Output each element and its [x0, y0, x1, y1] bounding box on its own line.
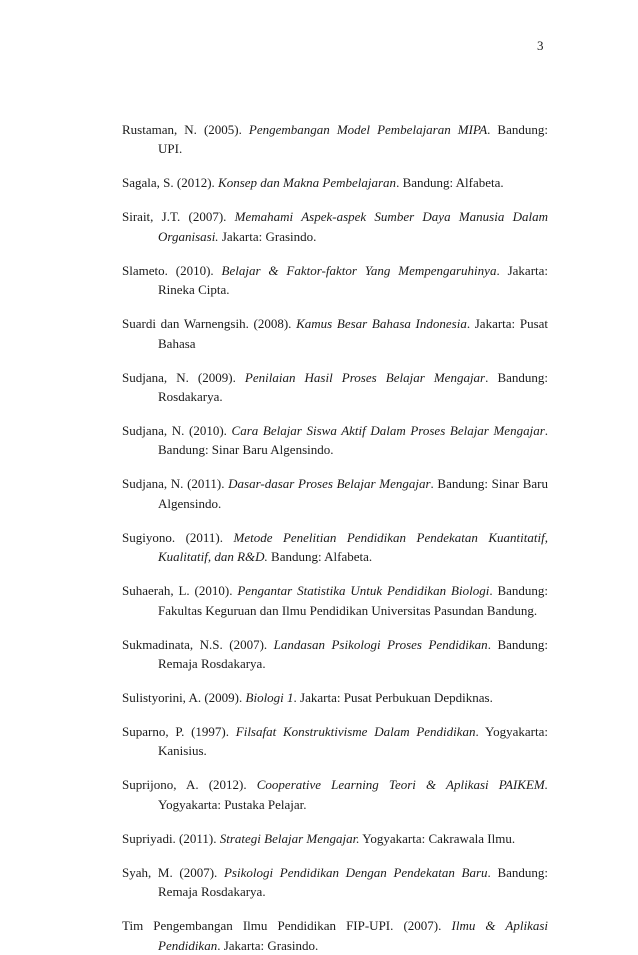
reference-list	[122, 120, 548, 955]
reference-publisher: . Bandung: Remaja Rosdakarya.	[158, 636, 548, 672]
reference-publisher: . Bandung: Sinar Baru Algensindo.	[158, 423, 549, 458]
reference-publisher: . Bandung: Remaja Rosdakarya.	[158, 864, 548, 900]
reference-entry	[122, 421, 548, 460]
reference-author-year: Supriyadi. (2011).	[122, 830, 220, 846]
reference-title: Konsep dan Makna Pembelajaran	[218, 175, 397, 191]
reference-title: Penilaian Hasil Proses Belajar Mengajar	[244, 369, 486, 385]
reference-author-year: Slameto. (2010).	[122, 262, 222, 278]
reference-title: Dasar-dasar Proses Belajar Mengajar	[228, 476, 431, 492]
reference-entry	[122, 722, 548, 761]
reference-author-year: Rustaman, N. (2005).	[122, 122, 249, 137]
reference-publisher: Bandung: Alfabeta.	[267, 549, 373, 565]
reference-entry	[122, 916, 548, 955]
reference-author-year: Sukmadinata, N.S. (2007).	[122, 636, 274, 652]
reference-title: Belajar & Faktor-faktor Yang Mempengaruhinya	[221, 262, 497, 278]
reference-author-year: Sudjana, N. (2009).	[122, 369, 245, 385]
reference-publisher: . Jakarta: Pusat Perbukuan Depdiknas.	[293, 690, 493, 706]
reference-entry	[122, 528, 548, 567]
reference-publisher: Yogyakarta: Cakrawala Ilmu.	[359, 830, 516, 846]
reference-entry	[122, 635, 548, 674]
reference-publisher: . Bandung: UPI.	[158, 122, 548, 157]
reference-title: Memahami Aspek-aspek Sumber Daya Manusia Dalam Organisasi.	[158, 209, 549, 244]
reference-publisher: . Bandung: Rosdakarya.	[158, 369, 549, 405]
reference-title: Cooperative Learning Teori & Aplikasi PAIKEM.	[256, 777, 548, 793]
reference-title: Psikologi Pendidikan Dengan Pendekatan Baru	[223, 864, 488, 880]
reference-title: Filsafat Konstruktivisme Dalam Pendidikan	[235, 724, 476, 740]
reference-entry	[122, 775, 548, 814]
reference-title: Cara Belajar Siswa Aktif Dalam Proses Belajar Mengajar	[231, 423, 545, 439]
reference-publisher: . Bandung: Fakultas Keguruan dan Ilmu Pendidikan Universitas Pasundan Bandung.	[158, 583, 548, 618]
reference-publisher: Yogyakarta: Pustaka Pelajar.	[158, 796, 307, 812]
reference-author-year: Sirait, J.T. (2007).	[122, 209, 235, 225]
reference-entry	[122, 173, 548, 192]
reference-publisher: . Yogyakarta: Kanisius.	[158, 724, 548, 759]
reference-title: Strategi Belajar Mengajar.	[219, 830, 360, 846]
reference-title: Ilmu & Aplikasi Pendidikan	[158, 918, 549, 953]
reference-author-year: Syah, M. (2007).	[122, 864, 224, 880]
reference-author-year: Suprijono, A. (2012).	[122, 777, 257, 793]
reference-author-year: Sudjana, N. (2011).	[122, 476, 229, 492]
reference-author-year: Sagala, S. (2012).	[122, 175, 219, 191]
page-number: 3	[537, 38, 544, 53]
reference-author-year: Sugiyono. (2011).	[122, 529, 234, 545]
reference-entry	[122, 863, 548, 902]
reference-title: Metode Penelitian Pendidikan Pendekatan Kuantitatif, Kualitatif, dan R&D.	[158, 529, 548, 565]
reference-entry	[122, 207, 548, 246]
reference-publisher: . Bandung: Sinar Baru Algensindo.	[158, 476, 548, 511]
reference-entry	[122, 368, 548, 407]
reference-title: Kamus Besar Bahasa Indonesia	[296, 316, 467, 332]
reference-publisher: . Jakarta: Rineka Cipta.	[158, 262, 549, 298]
reference-title: Biologi 1	[245, 690, 294, 706]
reference-author-year: Suparno, P. (1997).	[122, 724, 236, 740]
reference-entry	[122, 314, 548, 353]
reference-entry	[122, 829, 548, 848]
reference-author-year: Suardi dan Warnengsih. (2008).	[122, 316, 297, 332]
reference-author-year: Sulistyorini, A. (2009).	[122, 690, 246, 706]
reference-author-year: Sudjana, N. (2010).	[122, 423, 232, 439]
reference-publisher: . Jakarta: Grasindo.	[217, 937, 319, 953]
reference-title: Pengantar Statistika Untuk Pendidikan Biologi	[237, 583, 490, 599]
reference-entry	[122, 688, 548, 707]
reference-author-year: Suhaerah, L. (2010).	[122, 583, 238, 599]
reference-entry	[122, 261, 548, 300]
reference-publisher: Jakarta: Grasindo.	[218, 228, 317, 244]
reference-entry	[122, 120, 548, 159]
reference-entry	[122, 581, 548, 620]
reference-title: Landasan Psikologi Proses Pendidikan	[273, 636, 488, 652]
reference-entry	[122, 474, 548, 513]
reference-title: Pengembangan Model Pembelajaran MIPA	[248, 122, 488, 137]
reference-author-year: Tim Pengembangan Ilmu Pendidikan FIP-UPI. (2007).	[122, 918, 452, 934]
reference-publisher: . Bandung: Alfabeta.	[396, 175, 504, 191]
reference-publisher: . Jakarta: Pusat Bahasa	[158, 316, 549, 351]
